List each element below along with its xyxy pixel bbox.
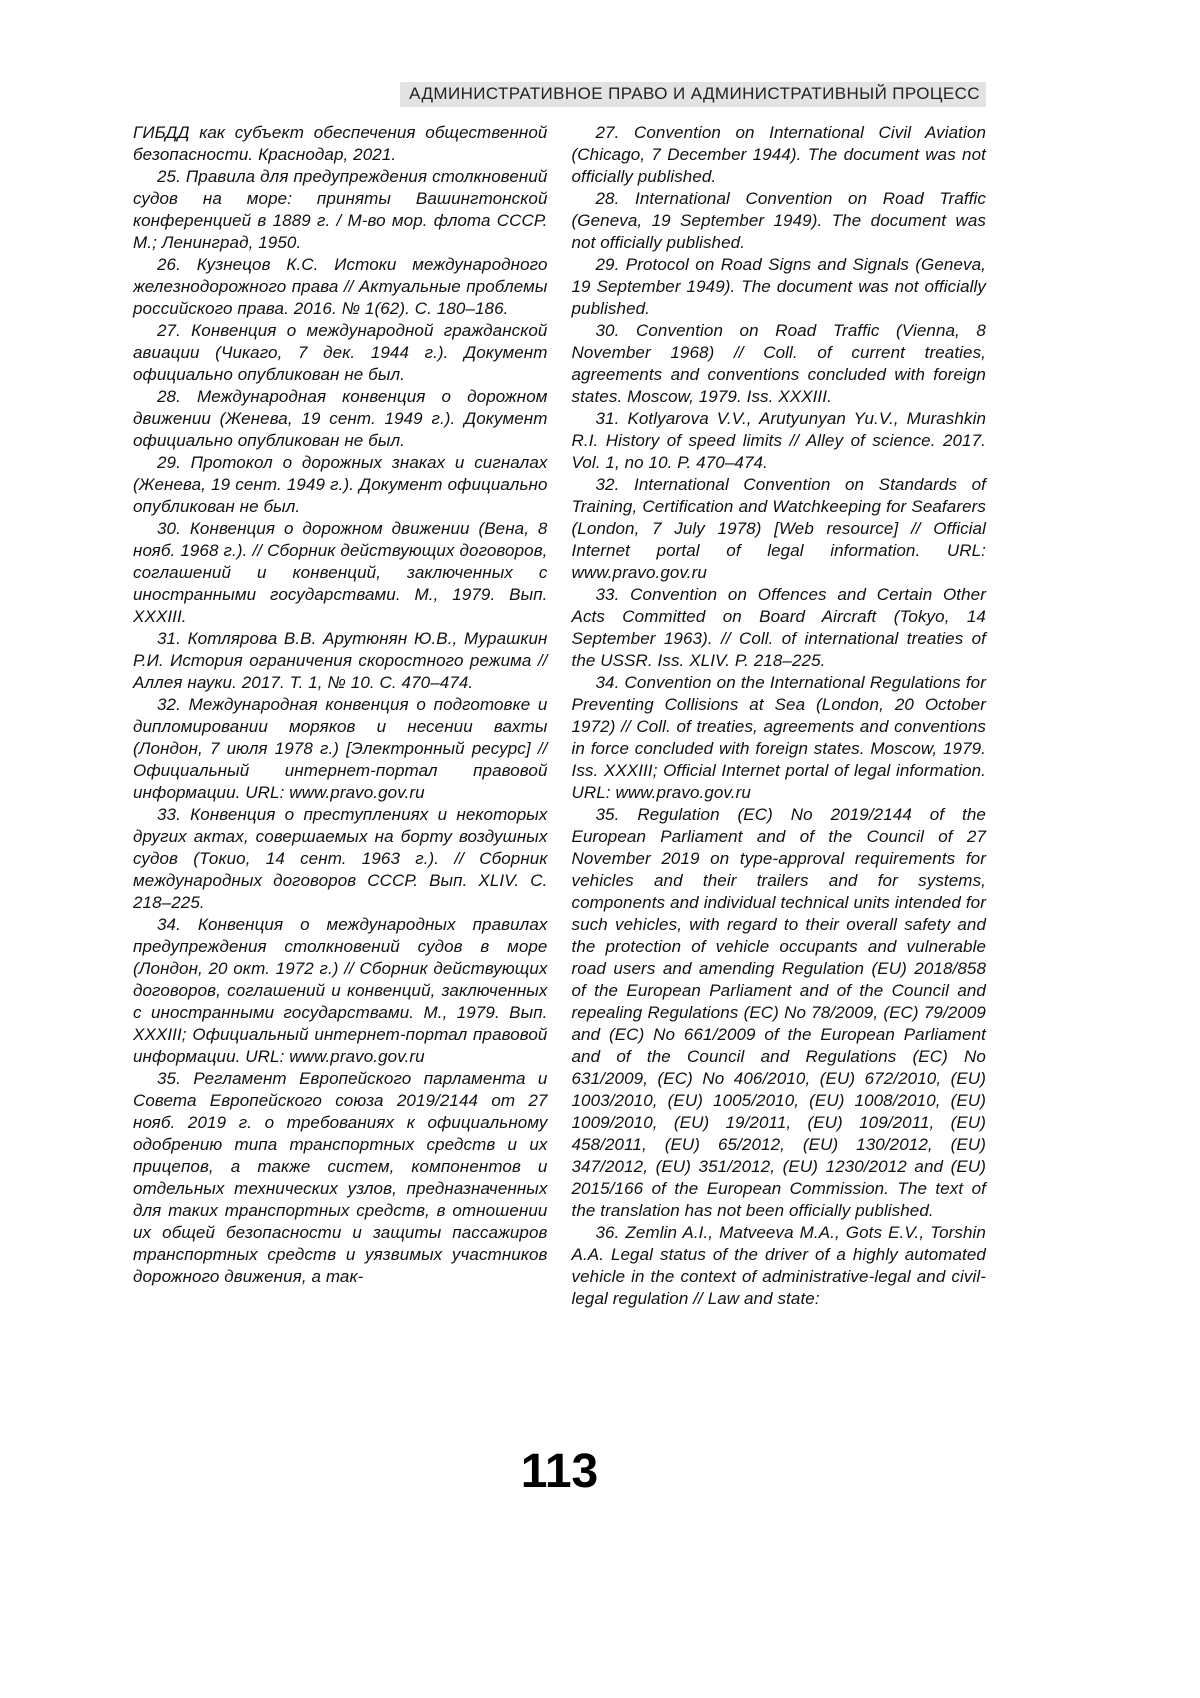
references-column-english [572, 122, 987, 1310]
reference-entry: 29. Протокол о дорожных знаках и сигналах (Женева, 19 сент. 1949 г.). Документ официально опубликован не был. [133, 453, 548, 516]
reference-entry: 28. Международная конвенция о дорожном движении (Женева, 19 сент. 1949 г.). Документ официально опубликован не был. [133, 387, 548, 450]
reference-entry: 25. Правила для предупреждения столкновений судов на море: приняты Вашингтонской конференцией в 1889 г. / М-во мор. флота СССР. М.; Ленинград, 1950. [133, 167, 548, 252]
reference-entry: 35. Регламент Европейского парламента и Совета Европейского союза 2019/2144 от 27 нояб. 2019 г. о требованиях к официальному одобрению типа транспортных средств и их прицепов, а также систем, компонентов и отдельных технических узлов, предназначенных для таких транспортных средств, в отношении их общей безопасности и защиты пассажиров транспортных средств и уязвимых участников дорожного движения, а так- [133, 1069, 548, 1286]
reference-entry: 27. Конвенция о международной гражданской авиации (Чикаго, 7 дек. 1944 г.). Документ официально опубликован не был. [133, 321, 548, 384]
reference-entry: 28. International Convention on Road Traffic (Geneva, 19 September 1949). The document was not officially published. [571, 189, 986, 252]
reference-entry: 36. Zemlin A.I., Matveeva M.A., Gots E.V., Torshin A.A. Legal status of the driver of a highly automated vehicle in the context of administrative-legal and civil-legal regulation // Law and state: [571, 1223, 986, 1308]
references-column-russian [133, 122, 548, 1310]
reference-entry: 32. International Convention on Standards of Training, Certification and Watchkeeping for Seafarers (London, 7 July 1978) [Web resource] // Official Internet portal of legal information. URL: www.pravo.gov.ru [571, 475, 986, 582]
reference-entry: 27. Convention on International Civil Aviation (Chicago, 7 December 1944). The document was not officially published. [571, 123, 986, 186]
reference-entry: 29. Protocol on Road Signs and Signals (Geneva, 19 September 1949). The document was not officially published. [571, 255, 986, 318]
reference-entry: 35. Regulation (EC) No 2019/2144 of the European Parliament and of the Council of 27 November 2019 on type-approval requirements for vehicles and their trailers and for systems, components and individual technical units intended for such vehicles, with regard to their overall safety and the protection of vehicle occupants and vulnerable road users and amending Regulation (EU) 2018/858 of the European Parliament and of the Council and repealing Regulations (EC) No 78/2009, (EC) 79/2009 and (EC) No 661/2009 of the European Parliament and of the Council and Regulations (EC) No 631/2009, (EC) No 406/2010, (EU) 672/2010, (EU) 1003/2010, (EU) 1005/2010, (EU) 1008/2010, (EU) 1009/2010, (EU) 19/2011, (EU) 109/2011, (EU) 458/2011, (EU) 65/2012, (EU) 130/2012, (EU) 347/2012, (EU) 351/2012, (EU) 1230/2012 and (EU) 2015/166 of the European Commission. The text of the translation has not been officially published. [571, 805, 986, 1220]
reference-entry: 30. Convention on Road Traffic (Vienna, 8 November 1968) // Coll. of current treaties, agreements and conventions concluded with foreign states. Moscow, 1979. Iss. XXXIII. [571, 321, 986, 406]
reference-entry: 26. Кузнецов К.С. Истоки международного железнодорожного права // Актуальные проблемы российского права. 2016. № 1(62). С. 180–186. [133, 255, 548, 318]
page-content [133, 0, 986, 1498]
reference-entry: 34. Конвенция о международных правилах предупреждения столкновений судов в море (Лондон, 20 окт. 1972 г.) // Сборник действующих договоров, соглашений и конвенций, заключенных с иностранными государствами. М., 1979. Вып. XXXIII; Официальный интернет-портал правовой информации. URL: www.pravo.gov.ru [133, 915, 548, 1066]
page-number: 113 [520, 1445, 599, 1498]
references-two-columns [133, 122, 986, 1310]
reference-entry: 34. Convention on the International Regulations for Preventing Collisions at Sea (London, 20 October 1972) // Coll. of treaties, agreements and conventions in force concluded with foreign states. Moscow, 1979. Iss. XXXIII; Official Internet portal of legal information. URL: www.pravo.gov.ru [571, 673, 986, 802]
reference-entry: 33. Конвенция о преступлениях и некоторых других актах, совершаемых на борту воздушных судов (Токио, 14 сент. 1963 г.). // Сборник международных договоров СССР. Вып. XLIV. С. 218–225. [133, 805, 548, 912]
reference-entry: 30. Конвенция о дорожном движении (Вена, 8 нояб. 1968 г.). // Сборник действующих договоров, соглашений и конвенций, заключенных с иностранными государствами. М., 1979. Вып. XXXIII. [133, 519, 548, 626]
reference-entry: 33. Convention on Offences and Certain Other Acts Committed on Board Aircraft (Tokyo, 14 September 1963). // Coll. of international treaties of the USSR. Iss. XLIV. P. 218–225. [571, 585, 986, 670]
reference-entry: 31. Котлярова В.В. Арутюнян Ю.В., Мурашкин Р.И. История ограничения скоростного режима // Аллея науки. 2017. Т. 1, № 10. С. 470–474. [133, 629, 548, 692]
running-head [133, 82, 986, 107]
reference-entry: 32. Международная конвенция о подготовке и дипломировании моряков и несении вахты (Лондон, 7 июля 1978 г.) [Электронный ресурс] // Официальный интернет-портал правовой информации. URL: www.pravo.gov.ru [133, 695, 548, 802]
running-head-title: АДМИНИСТРАТИВНОЕ ПРАВО И АДМИНИСТРАТИВНЫЙ ПРОЦЕСС [400, 82, 986, 107]
reference-entry: 31. Kotlyarova V.V., Arutyunyan Yu.V., Murashkin R.I. History of speed limits // Alley of science. 2017. Vol. 1, no 10. P. 470–474. [571, 409, 986, 472]
reference-entry: ГИБДД как субъект обеспечения общественной безопасности. Краснодар, 2021. [133, 123, 548, 164]
